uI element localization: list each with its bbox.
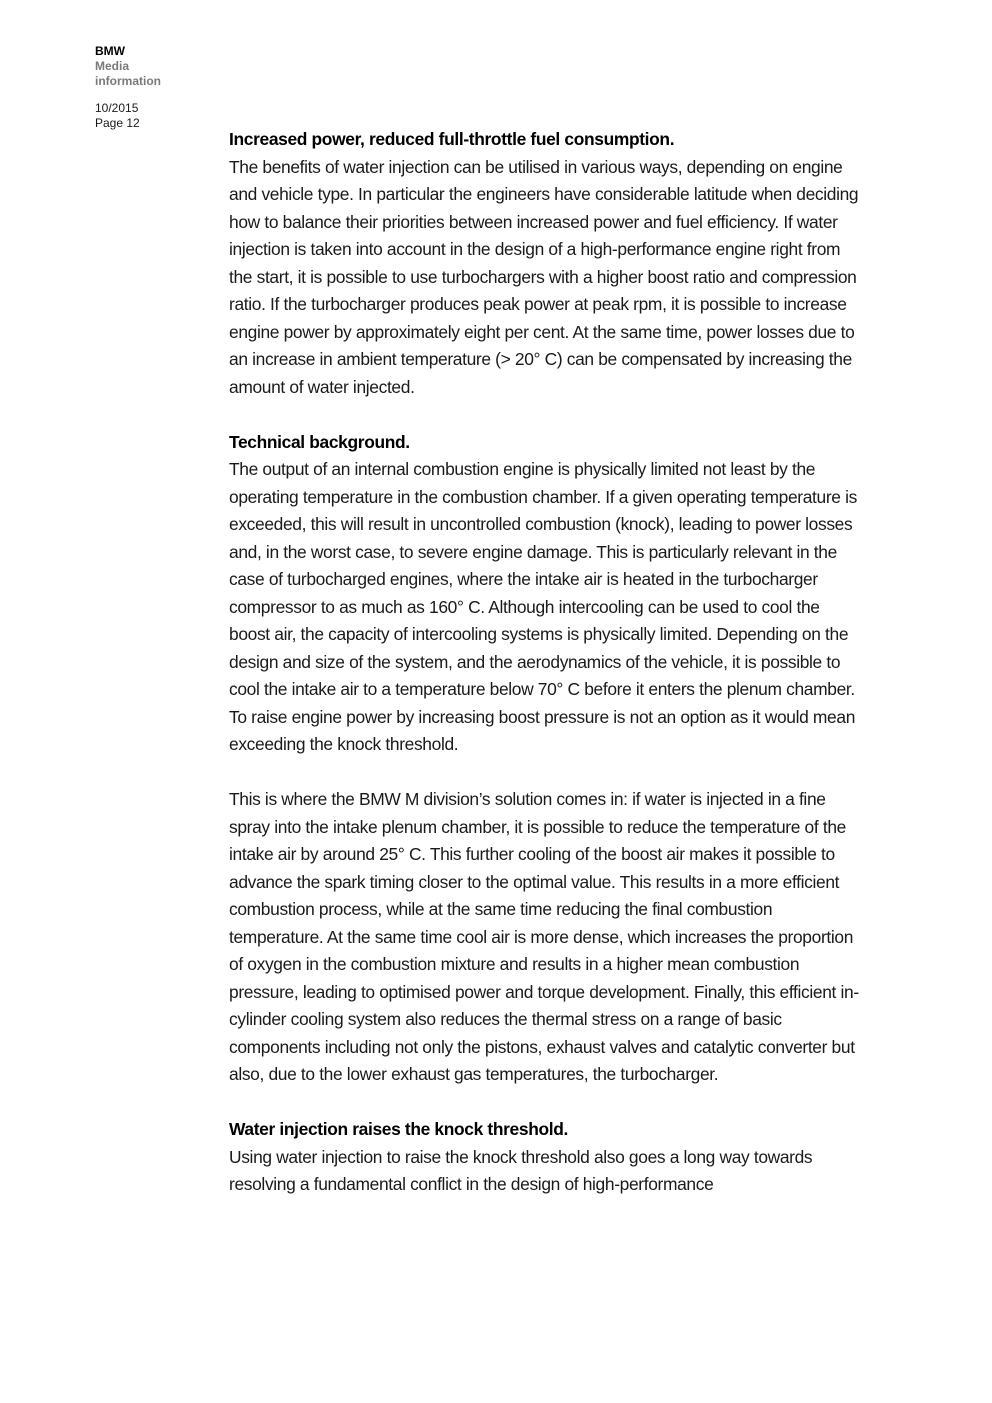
document-date: 10/2015 bbox=[95, 101, 139, 115]
section-knock-threshold bbox=[229, 1116, 859, 1199]
section-spacer bbox=[229, 1089, 859, 1117]
section-heading: Water injection raises the knock threshold. bbox=[229, 1119, 568, 1139]
document-meta bbox=[95, 101, 215, 131]
section-heading: Increased power, reduced full-throttle fuel consumption. bbox=[229, 129, 675, 149]
media-label-line2: information bbox=[95, 74, 161, 88]
page-number: Page 12 bbox=[95, 116, 140, 130]
document-header bbox=[95, 44, 215, 131]
document-body bbox=[229, 126, 859, 1199]
paragraph: This is where the BMW M division’s solution comes in: if water is injected in a fine spray into the intake plenum chamber, it is possible to reduce the temperature of the intake air by around 25° C. This further cooling of the boost air makes it possible to advance the spark timing closer to the optimal value. This results in a more efficient combustion process, while at the same time reducing the final combustion temperature. At the same time cool air is more dense, which increases the proportion of oxygen in the combustion mixture and results in a higher mean combustion pressure, leading to optimised power and torque development. Finally, this efficient in-cylinder cooling system also reduces the thermal stress on a range of basic components including not only the pistons, exhaust valves and catalytic converter but also, due to the lower exhaust gas temperatures, the turbocharger. bbox=[229, 789, 859, 1084]
paragraph: Using water injection to raise the knock threshold also goes a long way towards resolving a fundamental conflict in the design of high-performance bbox=[229, 1146, 813, 1194]
paragraph: The output of an internal combustion engine is physically limited not least by the operating temperature in the combustion chamber. If a given operating temperature is exceeded, this will result in uncontrolled combustion (knock), leading to power losses and, in the worst case, to severe engine damage. This is particularly relevant in the case of turbocharged engines, where the intake air is heated in the turbocharger compressor to as much as 160° C. Although intercooling can be used to cool the boost air, the capacity of intercooling systems is physically limited. Depending on the design and size of the system, and the aerodynamics of the vehicle, it is possible to cool the intake air to a temperature below 70° C before it enters the plenum chamber. To raise engine power by increasing boost pressure is not an option as it would mean exceeding the knock threshold. bbox=[229, 459, 857, 754]
section-technical-background bbox=[229, 429, 859, 1089]
media-label-line1: Media bbox=[95, 59, 130, 73]
section-increased-power bbox=[229, 126, 859, 401]
section-spacer bbox=[229, 401, 859, 429]
paragraph: The benefits of water injection can be utilised in various ways, depending on engine and vehicle type. In particular the engineers have considerable latitude when deciding how to balance their priorities between increased power and fuel efficiency. If water injection is taken into account in the design of a high-performance engine right from the start, it is possible to use turbochargers with a higher boost ratio and compression ratio. If the turbocharger produces peak power at peak rpm, it is possible to increase engine power by approximately eight per cent. At the same time, power losses due to an increase in ambient temperature (> 20° C) can be compensated by increasing the amount of water injected. bbox=[229, 156, 859, 397]
brand-name: BMW bbox=[95, 44, 125, 58]
section-heading: Technical background. bbox=[229, 431, 410, 452]
paragraph-spacer bbox=[229, 759, 859, 787]
